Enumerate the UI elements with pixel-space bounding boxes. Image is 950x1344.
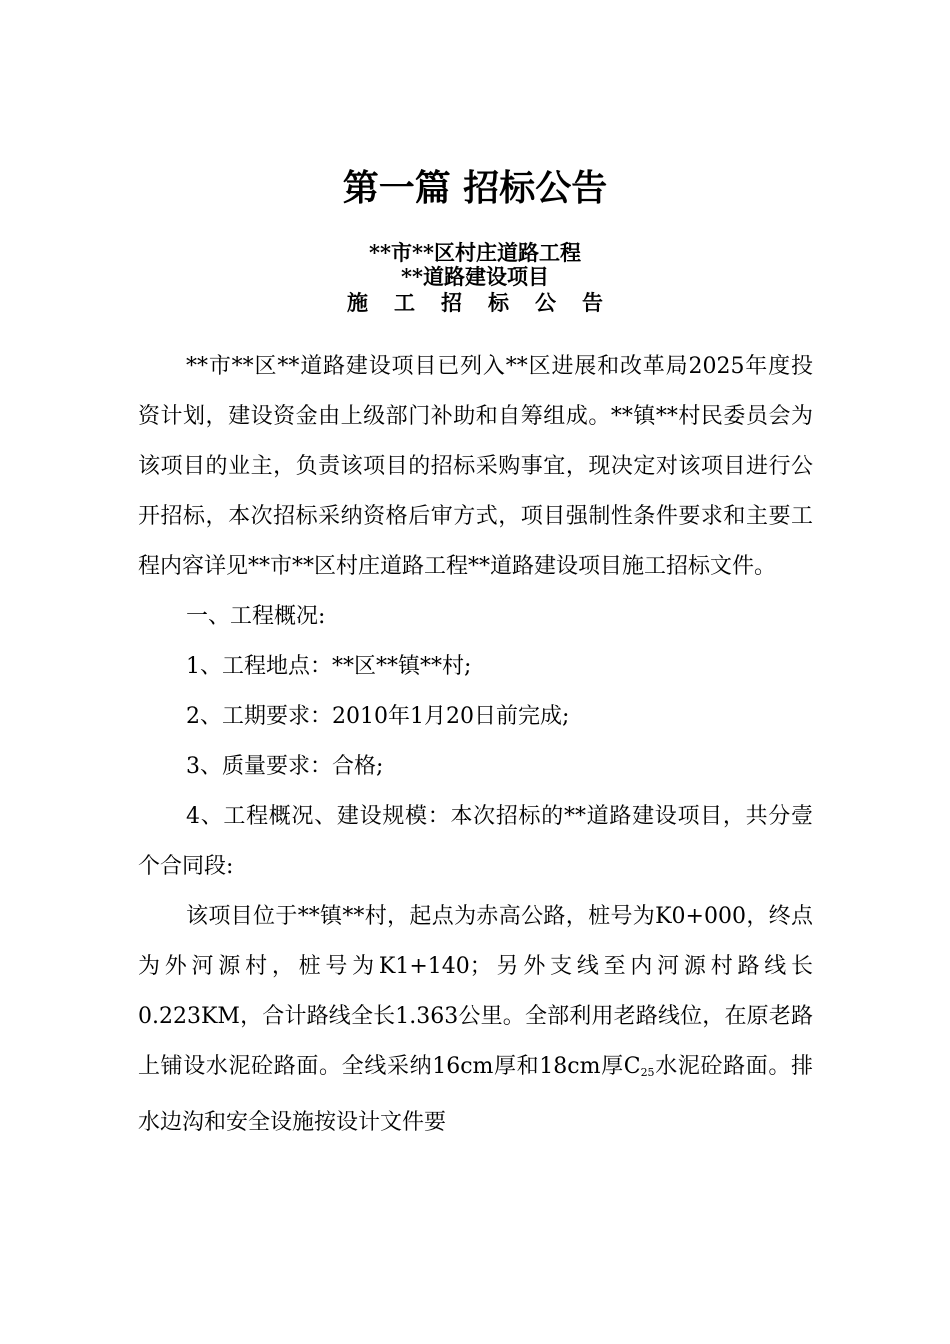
description-text-part1: 该项目位于**镇**村，起点为赤高公路，桩号为K0+000，终点为外河源村，桩号为K1+140；另外支线至内河源村路线长0.223KM，合计路线全长1.363公里。全部利用老路线位，在原老路上铺设水泥砼路面。全线采纳16cm厚和18cm厚C bbox=[138, 904, 813, 1079]
intro-paragraph: **市**区**道路建设项目已列入**区进展和改革局2025年度投资计划，建设资金由上级部门补助和自筹组成。**镇**村民委员会为该项目的业主，负责该项目的招标采购事宜，现决定对该项目进行公开招标，本次招标采纳资格后审方式，项目强制性条件要求和主要工程内容详见**市**区村庄道路工程**道路建设项目施工招标文件。 bbox=[138, 354, 813, 579]
project-title-line2: **道路建设项目 bbox=[401, 264, 549, 289]
description-text-part2: 水泥砼路面。排水边沟和安全设施按设计文件要 bbox=[138, 1054, 813, 1135]
section-heading: 一、工程概况: bbox=[186, 604, 326, 629]
list-item-location: 1、工程地点：**区**镇**村; bbox=[186, 654, 472, 679]
list-item-schedule: 2、工期要求：2010年1月20日前完成; bbox=[186, 704, 570, 729]
document-body bbox=[138, 342, 813, 1148]
project-title-line1: **市**区村庄道路工程 bbox=[369, 240, 581, 265]
concrete-grade-subscript: 25 bbox=[640, 1066, 655, 1079]
notice-title: 施工招标公告 bbox=[347, 290, 629, 315]
main-title: 第一篇 招标公告 bbox=[342, 167, 608, 209]
project-description bbox=[138, 892, 813, 1148]
list-item-quality: 3、质量要求：合格; bbox=[186, 754, 384, 779]
list-item-scale: 4、工程概况、建设规模：本次招标的**道路建设项目，共分壹个合同段: bbox=[138, 804, 813, 879]
